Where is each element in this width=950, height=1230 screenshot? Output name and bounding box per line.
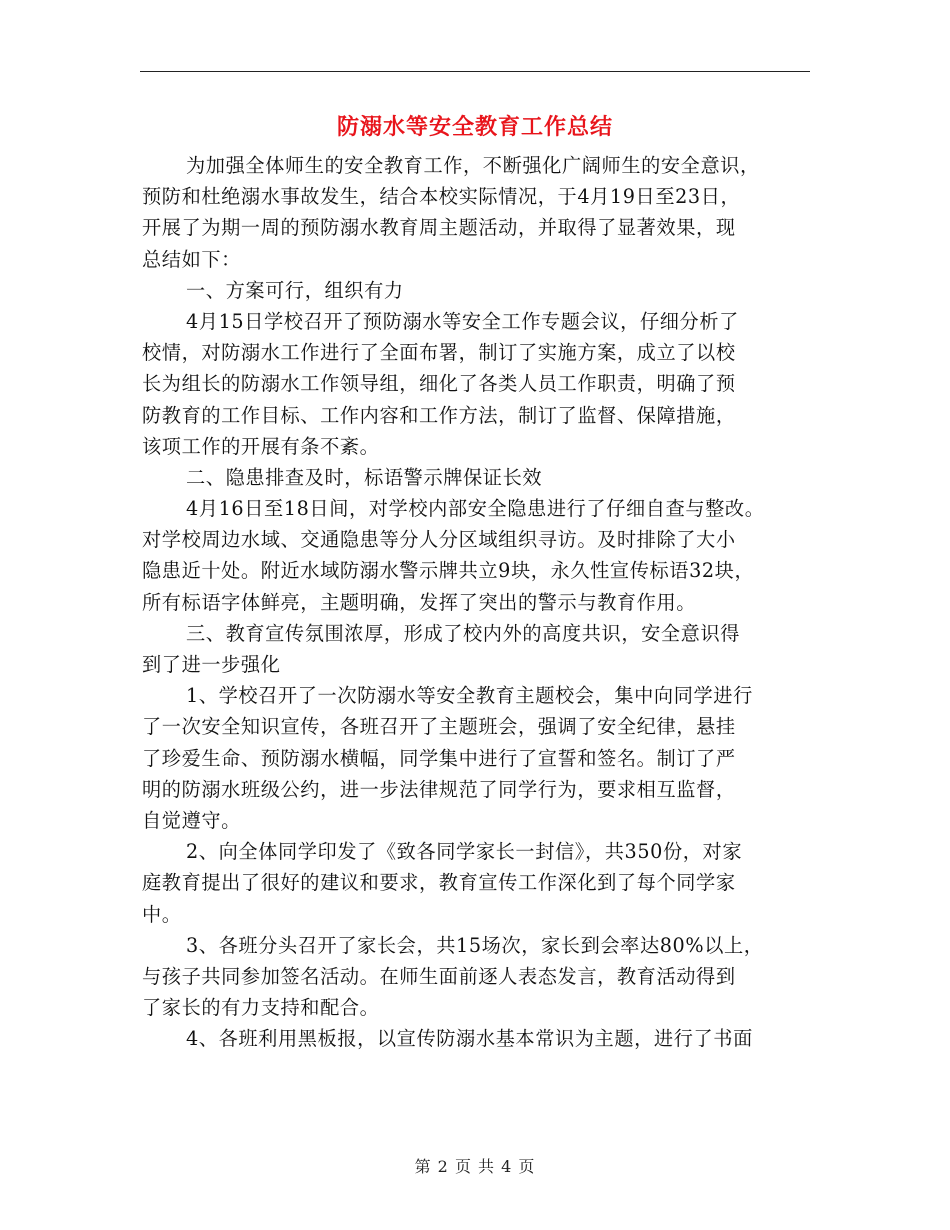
header-rule — [140, 71, 810, 72]
text-line: 3、各班分头召开了家长会，共15场次，家长到会率达80%以上， — [186, 933, 764, 957]
text-line: 2、向全体同学印发了《致各同学家长一封信》，共350份，对家 — [186, 840, 743, 864]
text-line: 明的防溺水班级公约，进一步法律规范了同学行为，要求相互监督， — [142, 777, 736, 801]
text-line: 防教育的工作目标、工作内容和工作方法，制订了监督、保障措施， — [142, 403, 736, 427]
text-line: 为加强全体师生的安全教育工作，不断强化广阔师生的安全意识， — [186, 154, 760, 177]
text-line: 4月15日学校召开了预防溺水等安全工作专题会议，仔细分析了 — [186, 309, 739, 333]
text-line: 中。 — [142, 902, 182, 926]
text-line: 4、各班利用黑板报，以宣传防溺水基本常识为主题，进行了书面 — [186, 1027, 753, 1051]
text-line: 庭教育提出了很好的建议和要求，教育宣传工作深化到了每个同学家 — [142, 871, 736, 895]
text-line: 到了进一步强化 — [142, 653, 281, 676]
document-body — [142, 150, 812, 1054]
text-line: 了家长的有力支持和配合。 — [142, 996, 380, 1020]
text-line: 该项工作的开展有条不紊。 — [142, 434, 380, 458]
text-line: 了珍爱生命、预防溺水横幅，同学集中进行了宣誓和签名。制订了严 — [142, 746, 736, 770]
text-line: 了一次安全知识宣传，各班召开了主题班会，强调了安全纪律，悬挂 — [142, 715, 736, 739]
text-line: 长为组长的防溺水工作领导组，细化了各类人员工作职责，明确了预 — [142, 372, 736, 396]
text-line: 隐患近十处。附近水域防溺水警示牌共立9块，永久性宣传标语32块， — [142, 559, 755, 583]
text-line: 一、方案可行，组织有力 — [186, 278, 404, 302]
text-line: 对学校周边水域、交通隐患等分人分区域组织寻访。及时排除了大小 — [142, 528, 736, 552]
page-footer: 第 2 页 共 4 页 — [414, 1157, 536, 1176]
text-line: 自觉遵守。 — [142, 808, 241, 832]
document-title: 防溺水等安全教育工作总结 — [336, 114, 613, 140]
text-line: 预防和杜绝溺水事故发生，结合本校实际情况，于4月19日至23日， — [142, 185, 741, 209]
text-line: 总结如下： — [142, 247, 241, 271]
text-line: 1、学校召开了一次防溺水等安全教育主题校会，集中向同学进行 — [186, 684, 753, 708]
text-line: 二、隐患排查及时，标语警示牌保证长效 — [186, 465, 543, 489]
text-line: 4月16日至18日间，对学校内部安全隐患进行了仔细自查与整改。 — [186, 497, 765, 521]
text-line: 三、教育宣传氛围浓厚，形成了校内外的高度共识，安全意识得 — [186, 621, 741, 645]
text-line: 所有标语字体鲜亮，主题明确，发挥了突出的警示与教育作用。 — [142, 590, 697, 614]
text-line: 开展了为期一周的预防溺水教育周主题活动，并取得了显著效果，现 — [142, 216, 736, 240]
text-line: 校情，对防溺水工作进行了全面布署，制订了实施方案，成立了以校 — [142, 341, 736, 365]
text-line: 与孩子共同参加签名活动。在师生面前逐人表态发言，教育活动得到 — [142, 964, 736, 988]
